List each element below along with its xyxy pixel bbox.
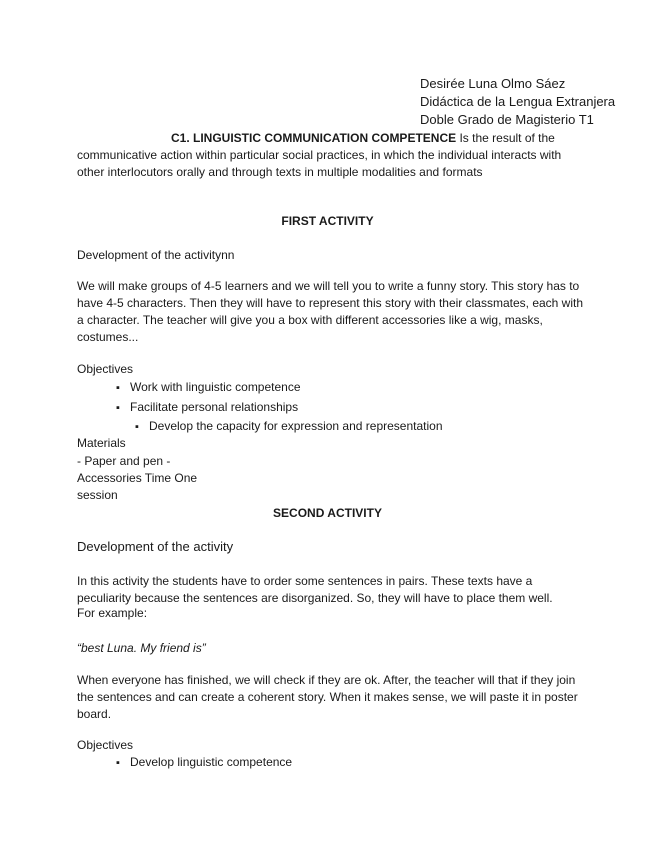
objective-item: ▪ Develop linguistic competence <box>116 753 292 772</box>
second-paragraph-line: peculiarity because the sentences are disorganized. So, they will have to place them well. <box>77 591 553 605</box>
objective-item: ▪ Facilitate personal relationships <box>116 398 298 417</box>
first-paragraph-line: a character. The teacher will give you a box with different accessories like a wig, masks, <box>77 313 543 327</box>
first-activity-title: FIRST ACTIVITY <box>281 214 374 228</box>
first-objectives-heading: Objectives <box>77 362 134 376</box>
second-paragraph-line: In this activity the students have to order some sentences in pairs. These texts have a <box>77 574 533 588</box>
second-paragraph2-line: board. <box>77 707 112 721</box>
competence-heading: C1. LINGUISTIC COMMUNICATION COMPETENCE <box>171 131 457 145</box>
materials-line: - Paper and pen - <box>77 454 171 468</box>
intro-line-1 <box>171 129 555 147</box>
example-sentence: “best Luna. My friend is” <box>77 641 206 655</box>
objective-item: ▪ Develop the capacity for expression and representation <box>135 417 443 436</box>
second-paragraph2-line: the sentences and can create a coherent story. When it makes sense, we will paste it in poster <box>77 690 578 704</box>
second-paragraph2-line: When everyone has finished, we will check if they are ok. After, the teacher will that if they join <box>77 673 576 687</box>
materials-heading: Materials <box>77 436 126 450</box>
course-name: Didáctica de la Lengua Extranjera <box>420 94 616 109</box>
intro-line-2: communicative action within particular social practices, in which the individual interacts with <box>77 148 562 162</box>
second-objectives-heading: Objectives <box>77 738 134 752</box>
objective-item: ▪ Work with linguistic competence <box>116 378 301 397</box>
second-development-heading: Development of the activity <box>77 539 234 554</box>
first-development-heading: Development of the activitynn <box>77 248 235 262</box>
intro-text-start: Is the result of the <box>456 131 555 145</box>
first-paragraph-line: have 4-5 characters. Then they will have to represent this story with their classmates, each with <box>77 296 584 310</box>
intro-line-3: other interlocutors orally and through texts in multiple modalities and formats <box>77 165 483 179</box>
materials-line: session <box>77 488 118 502</box>
second-activity-title: SECOND ACTIVITY <box>273 506 382 520</box>
first-paragraph-line: costumes... <box>77 330 139 344</box>
author-name: Desirée Luna Olmo Sáez <box>420 76 566 91</box>
first-paragraph-line: We will make groups of 4-5 learners and we will tell you to write a funny story. This story has to <box>77 279 580 293</box>
second-paragraph-line: For example: <box>77 606 148 620</box>
materials-line: Accessories Time One <box>77 471 198 485</box>
degree-name: Doble Grado de Magisterio T1 <box>420 112 594 127</box>
